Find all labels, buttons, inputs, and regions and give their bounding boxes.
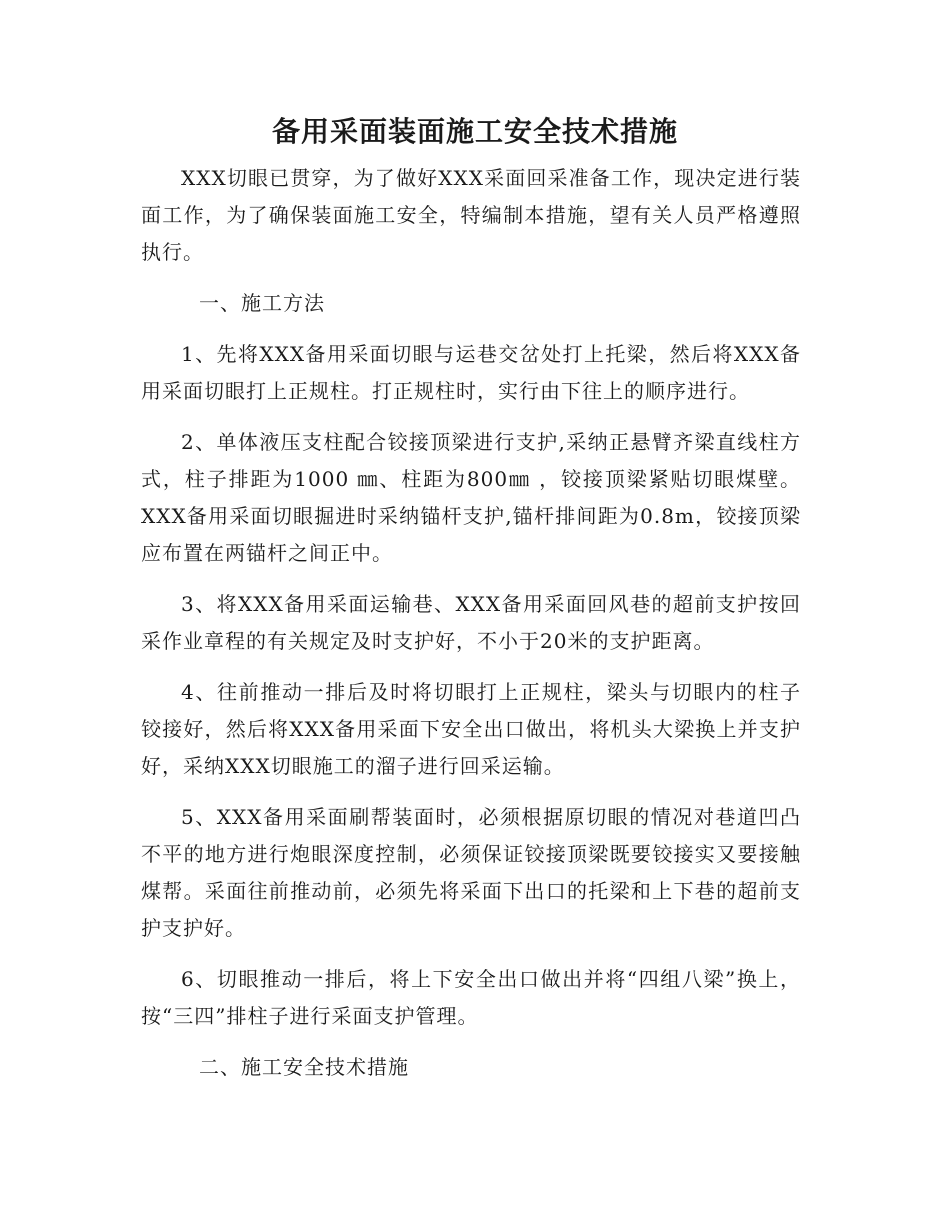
intro-paragraph: XXX切眼已贯穿，为了做好XXX采面回采准备工作，现决定进行装面工作，为了确保装面施工安全，特编制本措施，望有关人员严格遵照执行。 <box>141 166 801 264</box>
method-item-3: 3、将XXX备用采面运输巷、XXX备用采面回风巷的超前支护按回采作业章程的有关规定及时支护好，不小于20米的支护距离。 <box>141 592 801 653</box>
method-item-2: 2、单体液压支柱配合铰接顶梁进行支护,采纳正悬臂齐梁直线柱方式，柱子排距为1000 ㎜、柱距为800㎜ ，铰接顶梁紧贴切眼煤壁。XXX备用采面切眼掘进时采纳锚杆支护,锚杆排间距为0.8m，铰接顶梁应布置在两锚杆之间正中。 <box>141 430 801 565</box>
method-item-6: 6、切眼推动一排后，将上下安全出口做出并将“四组八梁”换上，按“三四”排柱子进行采面支护管理。 <box>141 967 801 1028</box>
section-heading-safety-measures: 二、施工安全技术措施 <box>199 1055 409 1079</box>
method-item-4: 4、往前推动一排后及时将切眼打上正规柱，梁头与切眼内的柱子铰接好，然后将XXX备用采面下安全出口做出，将机头大梁换上并支护好，采纳XXX切眼施工的溜子进行回采运输。 <box>141 680 801 778</box>
document-body <box>141 160 801 1100</box>
method-item-5: 5、XXX备用采面刷帮装面时，必须根据原切眼的情况对巷道凹凸不平的地方进行炮眼深度控制，必须保证铰接顶梁既要铰接实又要接触煤帮。采面往前推动前，必须先将采面下出口的托梁和上下巷的超前支护支护好。 <box>141 805 801 940</box>
method-item-1: 1、先将XXX备用采面切眼与运巷交岔处打上托梁，然后将XXX备用采面切眼打上正规柱。打正规柱时，实行由下往上的顺序进行。 <box>141 342 801 403</box>
section-heading-construction-method: 一、施工方法 <box>199 291 325 315</box>
document-title: 备用采面装面施工安全技术措施 <box>271 115 678 148</box>
